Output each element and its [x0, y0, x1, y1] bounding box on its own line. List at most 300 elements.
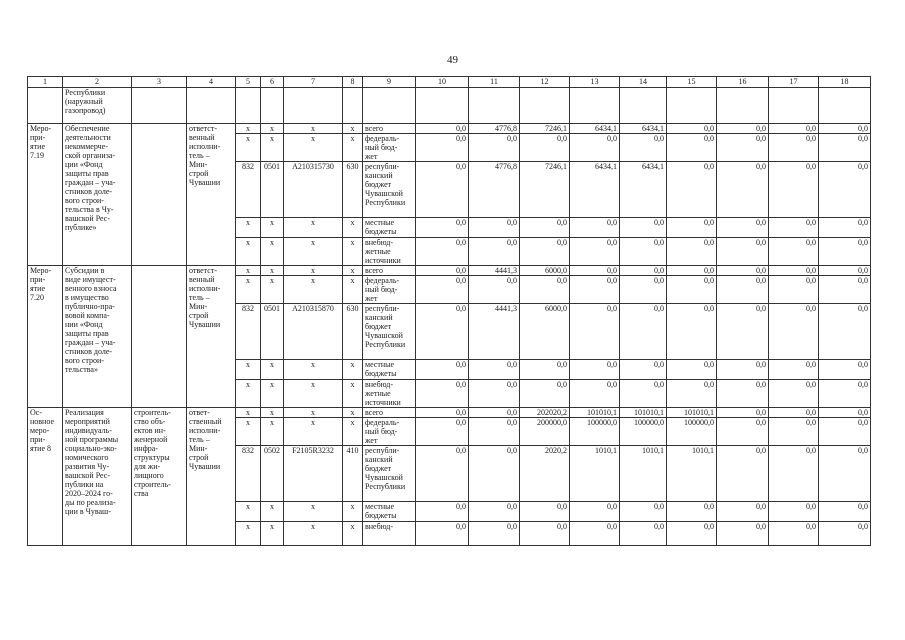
event-number-line: ятие 8	[30, 444, 52, 453]
page-number: 49	[447, 54, 458, 66]
event-number-line: при-	[30, 435, 46, 444]
amount-value: 0,0	[717, 360, 769, 380]
cell-empty	[132, 88, 187, 124]
event-number-line: 7.20	[30, 293, 44, 302]
amount-value: 0,0	[469, 446, 520, 502]
code-expense-type: 630	[343, 304, 363, 360]
event-name-line: защиты прав	[65, 169, 109, 178]
event-target-line: для жи-	[134, 462, 161, 471]
code-target-article: x	[284, 418, 343, 446]
responsible-executor-line: исполни-	[189, 284, 221, 293]
code-section: x	[261, 124, 284, 134]
funding-source	[363, 502, 416, 522]
code-grbs: x	[236, 502, 261, 522]
amount-value: 0,0	[819, 266, 871, 276]
amount-value: 200000,0	[520, 418, 570, 446]
table-row	[28, 124, 871, 134]
cell-empty	[769, 88, 819, 124]
amount-value: 0,0	[769, 522, 819, 546]
code-section: 0502	[261, 446, 284, 502]
event-target-line: лищного	[134, 471, 164, 480]
column-number: 7	[284, 77, 343, 88]
funding-source-line: республи-	[365, 304, 400, 313]
event-name-line: ды по реализа-	[65, 498, 116, 507]
funding-source	[363, 276, 416, 304]
event-target-line: структуры	[134, 453, 170, 462]
amount-value: 202020,2	[520, 408, 570, 418]
amount-value: 0,0	[469, 380, 520, 408]
amount-value: 0,0	[769, 276, 819, 304]
amount-value: 6434,1	[570, 124, 620, 134]
amount-value: 0,0	[570, 276, 620, 304]
amount-value: 2020,2	[520, 446, 570, 502]
event-name-line: ции «Фонд	[65, 160, 103, 169]
code-target-article: x	[284, 124, 343, 134]
event-name-line: в имущество	[65, 293, 109, 302]
amount-value: 0,0	[667, 502, 717, 522]
budget-table	[27, 76, 871, 546]
amount-value: 0,0	[570, 502, 620, 522]
event-number	[28, 124, 63, 266]
funding-source-line: бюджет	[365, 464, 392, 473]
amount-value: 6000,0	[520, 266, 570, 276]
amount-value: 7246,1	[520, 124, 570, 134]
amount-value: 4441,3	[469, 266, 520, 276]
code-expense-type: x	[343, 276, 363, 304]
continuation-name-line: (наружный	[65, 97, 103, 106]
amount-value: 0,0	[520, 134, 570, 162]
amount-value: 0,0	[769, 218, 819, 238]
amount-value: 101010,1	[667, 408, 717, 418]
amount-value: 0,0	[520, 360, 570, 380]
amount-value: 0,0	[819, 502, 871, 522]
funding-source	[363, 218, 416, 238]
amount-value: 0,0	[469, 276, 520, 304]
funding-source	[363, 238, 416, 266]
code-target-article: x	[284, 380, 343, 408]
amount-value: 0,0	[469, 408, 520, 418]
column-number: 10	[416, 77, 469, 88]
event-name-line: развития Чу-	[65, 462, 110, 471]
code-target-article: F2105R3232	[284, 446, 343, 502]
column-number: 15	[667, 77, 717, 88]
event-name-line: защиты прав	[65, 329, 109, 338]
cell-empty	[469, 88, 520, 124]
amount-value: 100000,0	[570, 418, 620, 446]
responsible-executor-line: ственный	[189, 417, 222, 426]
column-number: 11	[469, 77, 520, 88]
amount-value: 101010,1	[620, 408, 667, 418]
event-name	[63, 266, 132, 408]
continuation-name	[63, 88, 132, 124]
funding-source-line: федераль-	[365, 276, 400, 285]
responsible-executor-line: венный	[189, 275, 215, 284]
event-name-line: нии «Фонд	[65, 320, 103, 329]
funding-source-line: внебюд-	[365, 522, 393, 531]
cell-empty	[261, 88, 284, 124]
amount-value: 0,0	[416, 418, 469, 446]
amount-value: 0,0	[717, 162, 769, 218]
continuation-name-line: газопровод)	[65, 106, 106, 115]
funding-source	[363, 522, 416, 546]
responsible-executor	[187, 124, 236, 266]
cell-empty	[284, 88, 343, 124]
responsible-executor	[187, 408, 236, 546]
column-number: 18	[819, 77, 871, 88]
event-name-line: номического	[65, 453, 109, 462]
column-number: 16	[717, 77, 769, 88]
amount-value: 0,0	[469, 502, 520, 522]
event-number-line: Меро-	[30, 124, 52, 133]
code-section: 0501	[261, 304, 284, 360]
amount-value: 0,0	[819, 238, 871, 266]
funding-source-line: Республики	[365, 482, 406, 491]
code-section: x	[261, 408, 284, 418]
code-expense-type: x	[343, 124, 363, 134]
responsible-executor-line: тель –	[189, 293, 210, 302]
responsible-executor-line: ответ-	[189, 408, 210, 417]
code-section: x	[261, 266, 284, 276]
amount-value: 0,0	[819, 218, 871, 238]
event-name	[63, 124, 132, 266]
funding-source-line: федераль-	[365, 134, 400, 143]
amount-value: 0,0	[769, 360, 819, 380]
amount-value: 0,0	[620, 266, 667, 276]
responsible-executor	[187, 266, 236, 408]
responsible-executor-line: ответст-	[189, 124, 217, 133]
amount-value: 0,0	[416, 522, 469, 546]
funding-source-line: бюджеты	[365, 369, 397, 378]
column-number: 17	[769, 77, 819, 88]
amount-value: 0,0	[570, 522, 620, 546]
code-target-article: А210315730	[284, 162, 343, 218]
code-grbs: 832	[236, 162, 261, 218]
code-expense-type: x	[343, 380, 363, 408]
amount-value: 6434,1	[620, 162, 667, 218]
amount-value: 0,0	[769, 162, 819, 218]
event-number	[28, 266, 63, 408]
cell-empty	[717, 88, 769, 124]
event-name-line: публики на	[65, 480, 104, 489]
code-section: x	[261, 238, 284, 266]
funding-source-line: внебюд-	[365, 380, 393, 389]
continuation-row	[28, 88, 871, 124]
column-number: 3	[132, 77, 187, 88]
amount-value: 0,0	[620, 134, 667, 162]
funding-source-line: бюджет	[365, 180, 392, 189]
amount-value: 6434,1	[570, 162, 620, 218]
funding-source-line: Чувашской	[365, 189, 403, 198]
code-expense-type: 630	[343, 162, 363, 218]
column-number: 6	[261, 77, 284, 88]
amount-value: 6000,0	[520, 304, 570, 360]
event-name-line: тельства»	[65, 365, 98, 374]
responsible-executor-line: исполни-	[189, 142, 221, 151]
code-expense-type: x	[343, 418, 363, 446]
amount-value: 0,0	[819, 134, 871, 162]
amount-value: 0,0	[520, 218, 570, 238]
amount-value: 0,0	[819, 522, 871, 546]
amount-value: 0,0	[717, 124, 769, 134]
responsible-executor-line: строй	[189, 311, 209, 320]
amount-value: 0,0	[769, 380, 819, 408]
amount-value: 1010,1	[667, 446, 717, 502]
funding-source-line: республи-	[365, 162, 400, 171]
responsible-executor-line: венный	[189, 133, 215, 142]
responsible-executor-line: Чувашии	[189, 178, 221, 187]
amount-value: 0,0	[416, 408, 469, 418]
funding-source	[363, 380, 416, 408]
amount-value: 0,0	[717, 522, 769, 546]
table-row	[28, 408, 871, 418]
funding-source	[363, 134, 416, 162]
amount-value: 0,0	[570, 218, 620, 238]
column-number: 4	[187, 77, 236, 88]
amount-value: 0,0	[819, 162, 871, 218]
code-grbs: x	[236, 238, 261, 266]
funding-source	[363, 360, 416, 380]
responsible-executor-line: строй	[189, 169, 209, 178]
amount-value: 4776,8	[469, 162, 520, 218]
cell-empty	[620, 88, 667, 124]
responsible-executor-line: Чувашии	[189, 320, 221, 329]
amount-value: 0,0	[667, 124, 717, 134]
amount-value: 0,0	[717, 408, 769, 418]
code-target-article: x	[284, 238, 343, 266]
column-number: 13	[570, 77, 620, 88]
event-name-line: некоммерче-	[65, 142, 108, 151]
amount-value: 0,0	[570, 380, 620, 408]
cell-empty	[819, 88, 871, 124]
code-expense-type: x	[343, 502, 363, 522]
funding-source-line: Чувашской	[365, 331, 403, 340]
amount-value: 0,0	[620, 360, 667, 380]
code-expense-type: x	[343, 134, 363, 162]
column-number: 2	[63, 77, 132, 88]
funding-source-line: Чувашской	[365, 473, 403, 482]
amount-value: 0,0	[620, 276, 667, 304]
amount-value: 0,0	[570, 134, 620, 162]
event-number-line: ятие	[30, 284, 46, 293]
continuation-name-line: Республики	[65, 88, 106, 97]
funding-source-line: канский	[365, 313, 393, 322]
amount-value: 0,0	[667, 380, 717, 408]
column-number: 5	[236, 77, 261, 88]
amount-value: 0,0	[667, 304, 717, 360]
funding-source-line: бюджеты	[365, 227, 397, 236]
funding-source	[363, 124, 416, 134]
amount-value: 0,0	[469, 418, 520, 446]
code-expense-type: x	[343, 266, 363, 276]
amount-value: 0,0	[416, 360, 469, 380]
funding-source-line: канский	[365, 455, 393, 464]
amount-value: 0,0	[667, 238, 717, 266]
table-body	[28, 77, 871, 546]
funding-source-line: Республики	[365, 340, 406, 349]
code-expense-type: x	[343, 238, 363, 266]
amount-value: 0,0	[520, 502, 570, 522]
code-target-article: x	[284, 218, 343, 238]
funding-source-line: канский	[365, 171, 393, 180]
amount-value: 0,0	[717, 418, 769, 446]
event-name-line: вовой компа-	[65, 311, 110, 320]
funding-source-line: ный бюд-	[365, 427, 398, 436]
funding-source	[363, 446, 416, 502]
responsible-executor-line: Мин-	[189, 302, 208, 311]
amount-value: 0,0	[717, 238, 769, 266]
event-name-line: мероприятий	[65, 417, 110, 426]
amount-value: 0,0	[819, 408, 871, 418]
amount-value: 0,0	[717, 134, 769, 162]
responsible-executor-line: ответст-	[189, 266, 217, 275]
funding-source-line: Республики	[365, 198, 406, 207]
amount-value: 100000,0	[667, 418, 717, 446]
column-number: 14	[620, 77, 667, 88]
funding-source	[363, 408, 416, 418]
event-name-line: виде имущест-	[65, 275, 116, 284]
event-target-line: строитель-	[134, 480, 171, 489]
table-row	[28, 266, 871, 276]
code-section: x	[261, 360, 284, 380]
amount-value: 0,0	[570, 266, 620, 276]
event-name-line: 2020–2024 го-	[65, 489, 113, 498]
responsible-executor-line: тель –	[189, 151, 210, 160]
event-number	[28, 408, 63, 546]
code-grbs: 832	[236, 304, 261, 360]
event-target	[132, 408, 187, 546]
amount-value: 6434,1	[620, 124, 667, 134]
event-number-line: 7.19	[30, 151, 44, 160]
cell-empty	[236, 88, 261, 124]
amount-value: 0,0	[570, 238, 620, 266]
event-name-line: Обеспечение	[65, 124, 110, 133]
funding-source-line: всего	[365, 408, 384, 417]
code-section: 0501	[261, 162, 284, 218]
code-grbs: x	[236, 418, 261, 446]
amount-value: 0,0	[819, 418, 871, 446]
amount-value: 0,0	[667, 266, 717, 276]
amount-value: 0,0	[520, 522, 570, 546]
amount-value: 0,0	[667, 162, 717, 218]
cell-empty	[132, 124, 187, 266]
amount-value: 0,0	[416, 124, 469, 134]
amount-value: 0,0	[769, 446, 819, 502]
amount-value: 0,0	[416, 304, 469, 360]
cell-empty	[343, 88, 363, 124]
column-number: 8	[343, 77, 363, 88]
cell-empty	[187, 88, 236, 124]
amount-value: 0,0	[717, 304, 769, 360]
funding-source-line: жет	[365, 436, 378, 445]
funding-source-line: бюджет	[365, 322, 392, 331]
code-section: x	[261, 276, 284, 304]
funding-source-line: федераль-	[365, 418, 400, 427]
amount-value: 0,0	[469, 238, 520, 266]
amount-value: 0,0	[717, 502, 769, 522]
funding-source-line: республи-	[365, 446, 400, 455]
funding-source-line: всего	[365, 266, 384, 275]
funding-source	[363, 162, 416, 218]
amount-value: 0,0	[769, 134, 819, 162]
funding-source-line: всего	[365, 124, 384, 133]
amount-value: 0,0	[769, 238, 819, 266]
amount-value: 4441,3	[469, 304, 520, 360]
amount-value: 0,0	[769, 408, 819, 418]
amount-value: 0,0	[620, 502, 667, 522]
event-name-line: публично-пра-	[65, 302, 115, 311]
amount-value: 0,0	[819, 360, 871, 380]
funding-source-line: местные	[365, 218, 395, 227]
responsible-executor-line: Мин-	[189, 160, 208, 169]
amount-value: 0,0	[520, 238, 570, 266]
column-number: 1	[28, 77, 63, 88]
funding-source-line: ный бюд-	[365, 285, 398, 294]
event-number-line: ятие	[30, 142, 46, 151]
cell-empty	[363, 88, 416, 124]
event-name-line: ской организа-	[65, 151, 116, 160]
amount-value: 0,0	[416, 502, 469, 522]
funding-source-line: ный бюд-	[365, 143, 398, 152]
event-name-line: социально-эко-	[65, 444, 117, 453]
event-target-line: ства	[134, 489, 149, 498]
funding-source-line: жетные	[365, 247, 391, 256]
amount-value: 0,0	[469, 134, 520, 162]
amount-value: 100000,0	[620, 418, 667, 446]
cell-empty	[570, 88, 620, 124]
amount-value: 0,0	[717, 380, 769, 408]
funding-source-line: источники	[365, 256, 401, 265]
amount-value: 0,0	[620, 218, 667, 238]
event-target-line: ектов ин-	[134, 426, 166, 435]
amount-value: 0,0	[620, 380, 667, 408]
code-expense-type: x	[343, 522, 363, 546]
column-number: 9	[363, 77, 416, 88]
amount-value: 0,0	[769, 124, 819, 134]
event-name-line: вашской Рес-	[65, 214, 111, 223]
event-name-line: Реализация	[65, 408, 104, 417]
cell-empty	[132, 266, 187, 408]
funding-source-line: жетные	[365, 389, 391, 398]
amount-value: 0,0	[667, 276, 717, 304]
event-target-line: женерной	[134, 435, 168, 444]
code-expense-type: x	[343, 408, 363, 418]
responsible-executor-line: исполни-	[189, 426, 221, 435]
event-name-line: тельства в Чу-	[65, 205, 114, 214]
responsible-executor-line: Мин-	[189, 444, 208, 453]
amount-value: 1010,1	[620, 446, 667, 502]
code-grbs: x	[236, 522, 261, 546]
funding-source-line: внебюд-	[365, 238, 393, 247]
amount-value: 0,0	[469, 218, 520, 238]
event-name-line: Субсидии в	[65, 266, 105, 275]
event-number-line: при-	[30, 133, 46, 142]
amount-value: 0,0	[667, 522, 717, 546]
funding-source-line: источники	[365, 398, 401, 407]
amount-value: 0,0	[819, 276, 871, 304]
event-name-line: граждан – уча-	[65, 338, 116, 347]
amount-value: 0,0	[717, 276, 769, 304]
amount-value: 0,0	[520, 380, 570, 408]
event-number-line: при-	[30, 275, 46, 284]
code-grbs: x	[236, 276, 261, 304]
code-grbs: x	[236, 408, 261, 418]
amount-value: 7246,1	[520, 162, 570, 218]
amount-value: 0,0	[416, 134, 469, 162]
amount-value: 0,0	[819, 380, 871, 408]
funding-source-line: местные	[365, 502, 395, 511]
amount-value: 0,0	[819, 446, 871, 502]
code-grbs: x	[236, 380, 261, 408]
